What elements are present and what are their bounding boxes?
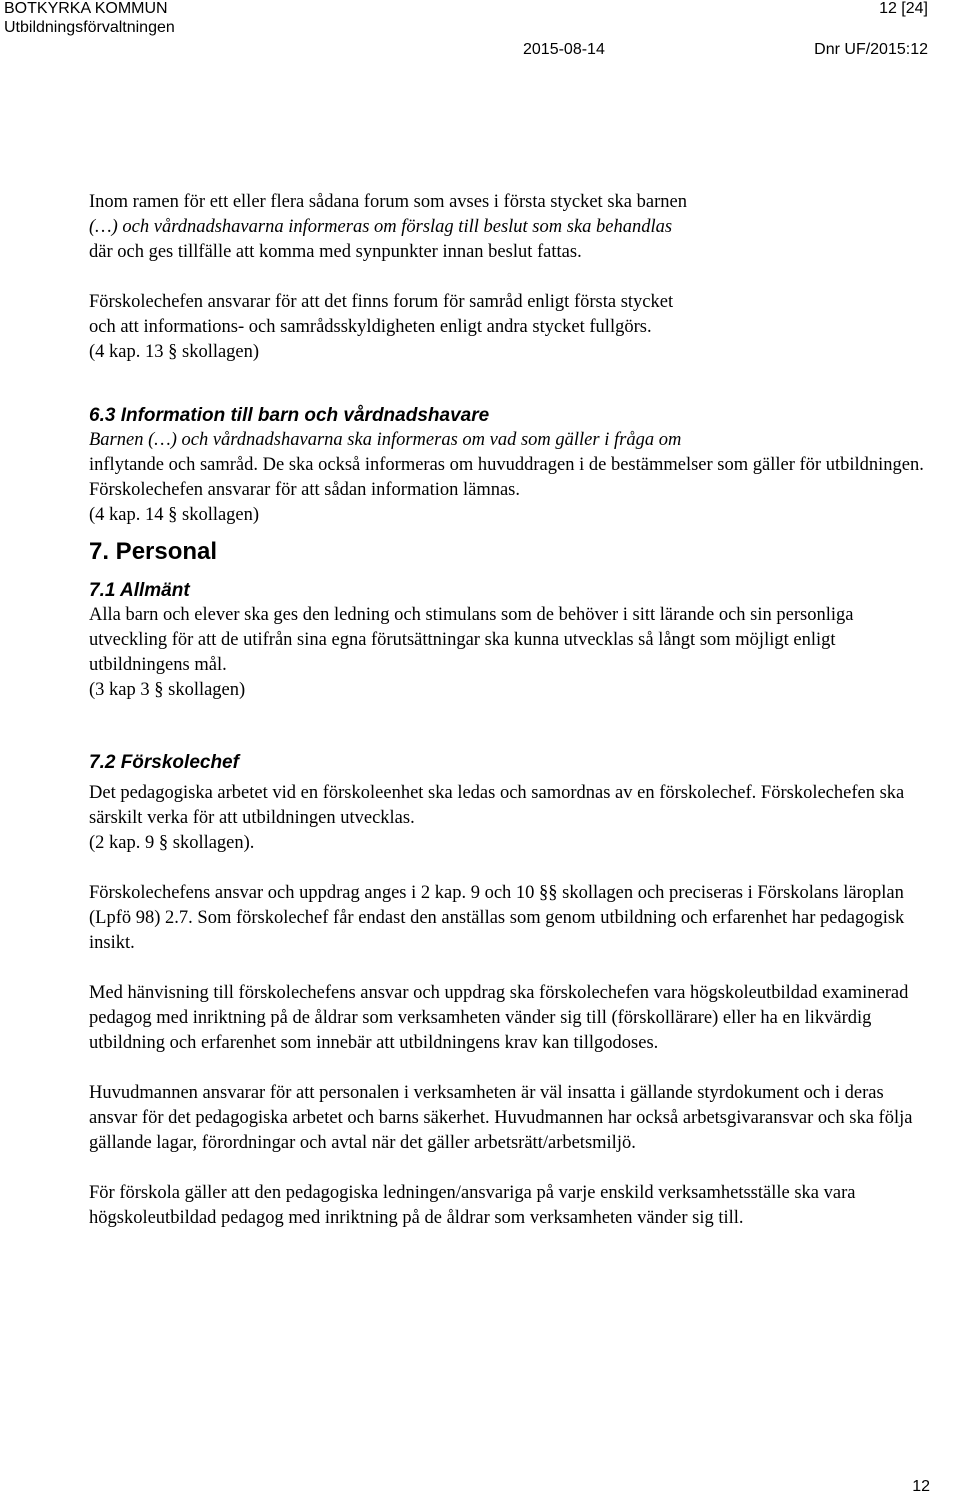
text-italic: (…) och vårdnadshavarna informeras om förslag till beslut som ska behandlas xyxy=(89,217,673,237)
citation: (4 kap. 14 § skollagen) xyxy=(89,505,260,525)
text: där och ges tillfälle att komma med synpunkter innan beslut fattas. xyxy=(89,242,582,262)
text: Förskolechefen ansvarar för att det finns forum för samråd enligt första stycket xyxy=(89,292,674,312)
header-department: Utbildningsförvaltningen xyxy=(4,19,175,36)
text: Alla barn och elever ska ges den ledning och stimulans som de behöver i sitt lärande och sin personliga utveckling för att de utifrån sina egna förutsättningar ska kunna utvecklas så långt som möjligt enligt utbildningens mål. xyxy=(89,605,854,675)
heading-6-3: 6.3 Information till barn och vårdnadshavare xyxy=(89,405,490,426)
header-page-count: 12 [24] xyxy=(879,0,928,17)
paragraph-forum xyxy=(89,190,929,265)
document-body xyxy=(89,190,929,1231)
text-italic: Barnen (…) och vårdnadshavarna ska informeras om vad som gäller i fråga om xyxy=(89,430,682,450)
text: De ska också informeras om huvuddragen i de bestämmelser som gäller för utbildningen. Förskolechefen ansvarar för att sådan information lämnas. xyxy=(89,455,924,500)
paragraph-information xyxy=(89,428,929,528)
citation: (4 kap. 13 § skollagen) xyxy=(89,342,260,362)
text: inflytande och samråd. xyxy=(89,455,259,475)
header-org: BOTKYRKA KOMMUN xyxy=(4,0,168,17)
citation: (2 kap. 9 § skollagen). xyxy=(89,833,255,853)
heading-7-2: 7.2 Förskolechef xyxy=(89,752,239,773)
text: och att informations- och samrådsskyldigheten enligt andra stycket fullgörs. xyxy=(89,317,652,337)
heading-7: 7. Personal xyxy=(89,538,218,565)
paragraph-allmant xyxy=(89,603,929,703)
citation: (3 kap 3 § skollagen) xyxy=(89,680,246,700)
paragraph-forskolechef xyxy=(89,781,929,856)
text: Det pedagogiska arbetet vid en förskoleenhet ska ledas och samordnas av en förskolechef. Förskolechefen ska särskilt verka för att utbildningen utvecklas. xyxy=(89,783,905,828)
paragraph-hanvisning: Med hänvisning till förskolechefens ansvar och uppdrag ska förskolechefen vara högskoleutbildad examinerad pedagog med inriktning på de åldrar som verksamheten vänder sig till (förskollärare) eller ha en likvärdig utbildning och erfarenhet som innebär att utbildningens krav kan tillgodoses. xyxy=(89,983,909,1053)
paragraph-forskola: För förskola gäller att den pedagogiska ledningen/ansvariga på varje enskild verksamhetsställe ska vara högskoleutbildad pedagog med inriktning på de åldrar som verksamheten vänder sig till. xyxy=(89,1183,856,1228)
footer-page-number: 12 xyxy=(912,1478,930,1495)
paragraph-forskolechef-forum xyxy=(89,290,929,365)
header-date: 2015-08-14 xyxy=(523,41,605,58)
paragraph-ansvar-uppdrag: Förskolechefens ansvar och uppdrag anges i 2 kap. 9 och 10 §§ skollagen och preciseras i Förskolans läroplan (Lpfö 98) 2.7. Som förskolechef får endast den anställas som genom utbildning och erfarenhet har pedagogisk insikt. xyxy=(89,883,905,953)
paragraph-huvudmannen: Huvudmannen ansvarar för att personalen i verksamheten är väl insatta i gällande styrdokument och i deras ansvar för det pedagogiska arbetet och barns säkerhet. Huvudmannen har också arbetsgivaransvar och ska följa gällande lagar, förordningar och avtal när det gäller arbetsrätt/arbetsmiljö. xyxy=(89,1083,913,1153)
text: Inom ramen för ett eller flera sådana forum som avses i första stycket ska barnen xyxy=(89,192,687,212)
heading-7-1: 7.1 Allmänt xyxy=(89,580,190,601)
header-dnr: Dnr UF/2015:12 xyxy=(814,41,928,58)
